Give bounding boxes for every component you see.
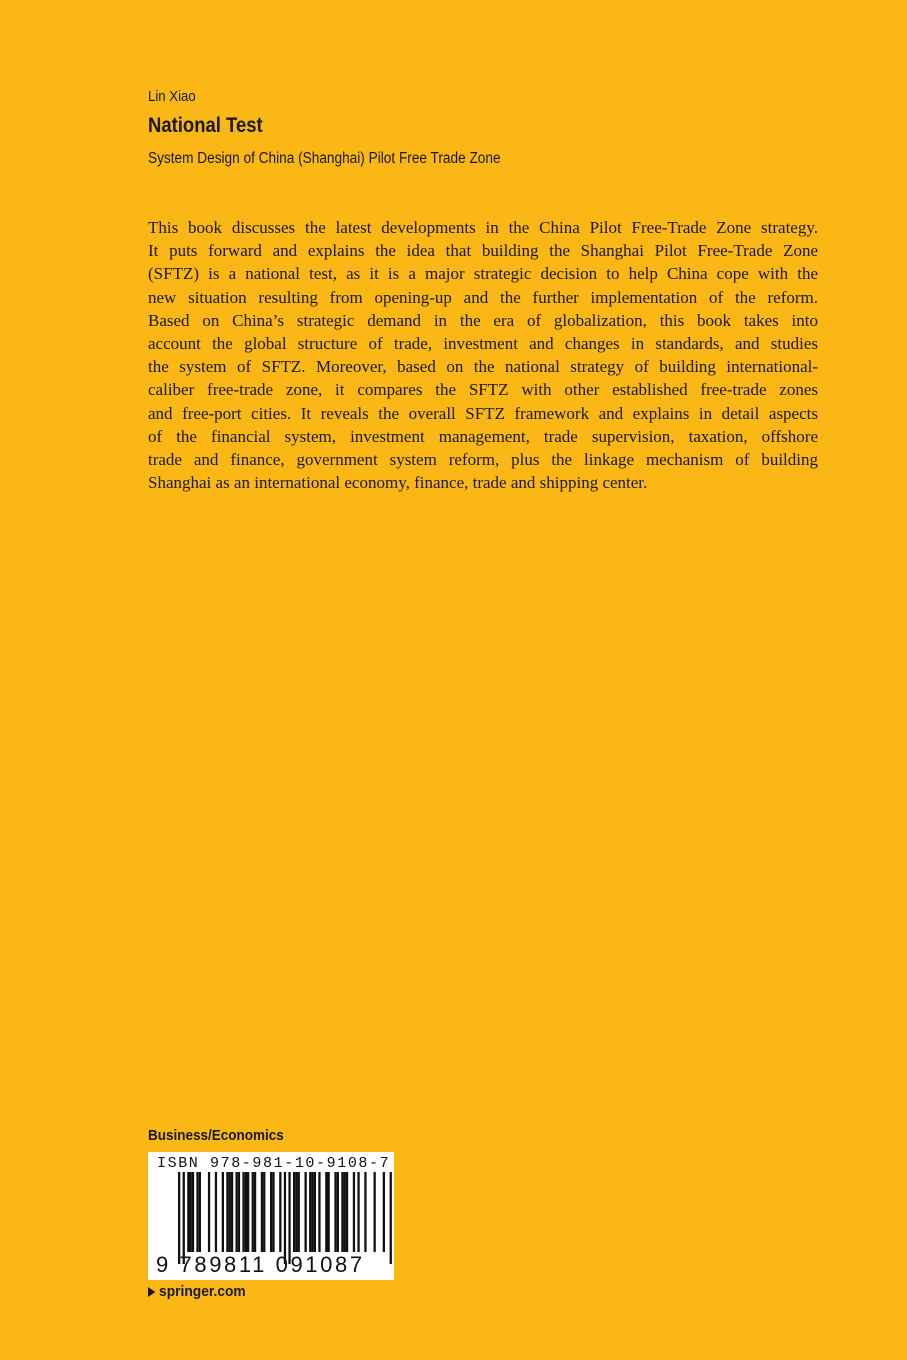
barcode-bar bbox=[328, 1172, 330, 1252]
blurb-line: new situation resulting from opening-up and the further implementation of the reform. bbox=[148, 287, 818, 307]
barcode-guard-bar bbox=[284, 1172, 286, 1264]
blurb-line: (SFTZ) is a national test, as it is a major strategic decision to help China cope with the bbox=[148, 264, 818, 284]
book-title: National Test bbox=[148, 114, 263, 137]
barcode-bar bbox=[270, 1172, 272, 1252]
isbn-text: ISBN 978-981-10-9108-7 bbox=[157, 1155, 391, 1172]
barcode-bar bbox=[341, 1172, 343, 1252]
barcode-bar bbox=[229, 1172, 231, 1252]
barcode-bar bbox=[279, 1172, 281, 1252]
barcode-bar bbox=[196, 1172, 198, 1252]
blurb-paragraph bbox=[148, 216, 818, 494]
barcode-bar bbox=[364, 1172, 366, 1252]
barcode-bar bbox=[325, 1172, 327, 1252]
barcode-bar bbox=[254, 1172, 256, 1252]
barcode-bar bbox=[215, 1172, 217, 1252]
triangle-right-icon bbox=[148, 1287, 155, 1297]
barcode-bar bbox=[187, 1172, 189, 1252]
barcode-bar bbox=[346, 1172, 348, 1252]
barcode-bar bbox=[226, 1172, 228, 1252]
barcode-guard-bar bbox=[178, 1172, 180, 1264]
blurb-line: This book discusses the latest developments in the China Pilot Free-Trade Zone strategy. bbox=[148, 218, 818, 237]
barcode-bar bbox=[247, 1172, 249, 1252]
barcode-bar bbox=[222, 1172, 224, 1252]
barcode bbox=[148, 1152, 394, 1280]
barcode-guard-bar bbox=[288, 1172, 290, 1264]
barcode-bar bbox=[374, 1172, 376, 1252]
barcode-bar bbox=[305, 1172, 307, 1252]
barcode-bar bbox=[383, 1172, 385, 1252]
barcode-bar bbox=[236, 1172, 238, 1252]
barcode-bar bbox=[344, 1172, 346, 1252]
barcode-bar bbox=[231, 1172, 233, 1252]
barcode-bar bbox=[261, 1172, 263, 1252]
barcode-bar bbox=[298, 1172, 300, 1252]
barcode-bar bbox=[245, 1172, 247, 1252]
barcode-guard-bar bbox=[390, 1172, 392, 1264]
springer-link-text: springer.com bbox=[159, 1283, 246, 1300]
blurb-line: of the financial system, investment management, trade supervision, taxation, offshore bbox=[148, 426, 818, 446]
barcode-bar bbox=[199, 1172, 201, 1252]
barcode-bar bbox=[293, 1172, 295, 1252]
barcode-bar bbox=[263, 1172, 265, 1252]
barcode-bar bbox=[252, 1172, 254, 1252]
blurb-line: It puts forward and explains the idea that building the Shanghai Pilot Free-Trade Zone bbox=[148, 241, 818, 261]
barcode-bar bbox=[208, 1172, 210, 1252]
category-label: Business/Economics bbox=[148, 1127, 284, 1144]
barcode-bar bbox=[272, 1172, 274, 1252]
barcode-bar bbox=[334, 1172, 336, 1252]
blurb-line: and free-port cities. It reveals the overall SFTZ framework and explains in detail aspects bbox=[148, 403, 818, 423]
blurb-line: trade and finance, government system reform, plus the linkage mechanism of building bbox=[148, 450, 818, 470]
barcode-bar bbox=[295, 1172, 297, 1252]
barcode-bar bbox=[357, 1172, 359, 1252]
ean-digits: 9 789811 091087 bbox=[156, 1252, 365, 1277]
blurb-line: the system of SFTZ. Moreover, based on the national strategy of building international- bbox=[148, 357, 818, 377]
barcode-guard-bar bbox=[183, 1172, 185, 1264]
blurb-line: Shanghai as an international economy, finance, trade and shipping center. bbox=[148, 473, 648, 493]
blurb-line: caliber free-trade zone, it compares the SFTZ with other established free-trade zones bbox=[148, 380, 818, 400]
barcode-bar bbox=[192, 1172, 194, 1252]
barcode-bar bbox=[309, 1172, 311, 1252]
barcode-bar bbox=[238, 1172, 240, 1252]
blurb-line: Based on China’s strategic demand in the era of globalization, this book takes into bbox=[148, 310, 818, 330]
blurb-line: account the global structure of trade, investment and changes in standards, and studies bbox=[148, 334, 818, 354]
barcode-bar bbox=[353, 1172, 355, 1252]
barcode-bar bbox=[337, 1172, 339, 1252]
barcode-bar bbox=[314, 1172, 316, 1252]
barcode-bar bbox=[311, 1172, 313, 1252]
barcode-bar bbox=[242, 1172, 244, 1252]
author-name: Lin Xiao bbox=[148, 88, 196, 105]
barcode-bar bbox=[190, 1172, 192, 1252]
barcode-bar bbox=[318, 1172, 320, 1252]
book-subtitle: System Design of China (Shanghai) Pilot Free Trade Zone bbox=[148, 150, 501, 167]
springer-link[interactable] bbox=[148, 1283, 246, 1300]
